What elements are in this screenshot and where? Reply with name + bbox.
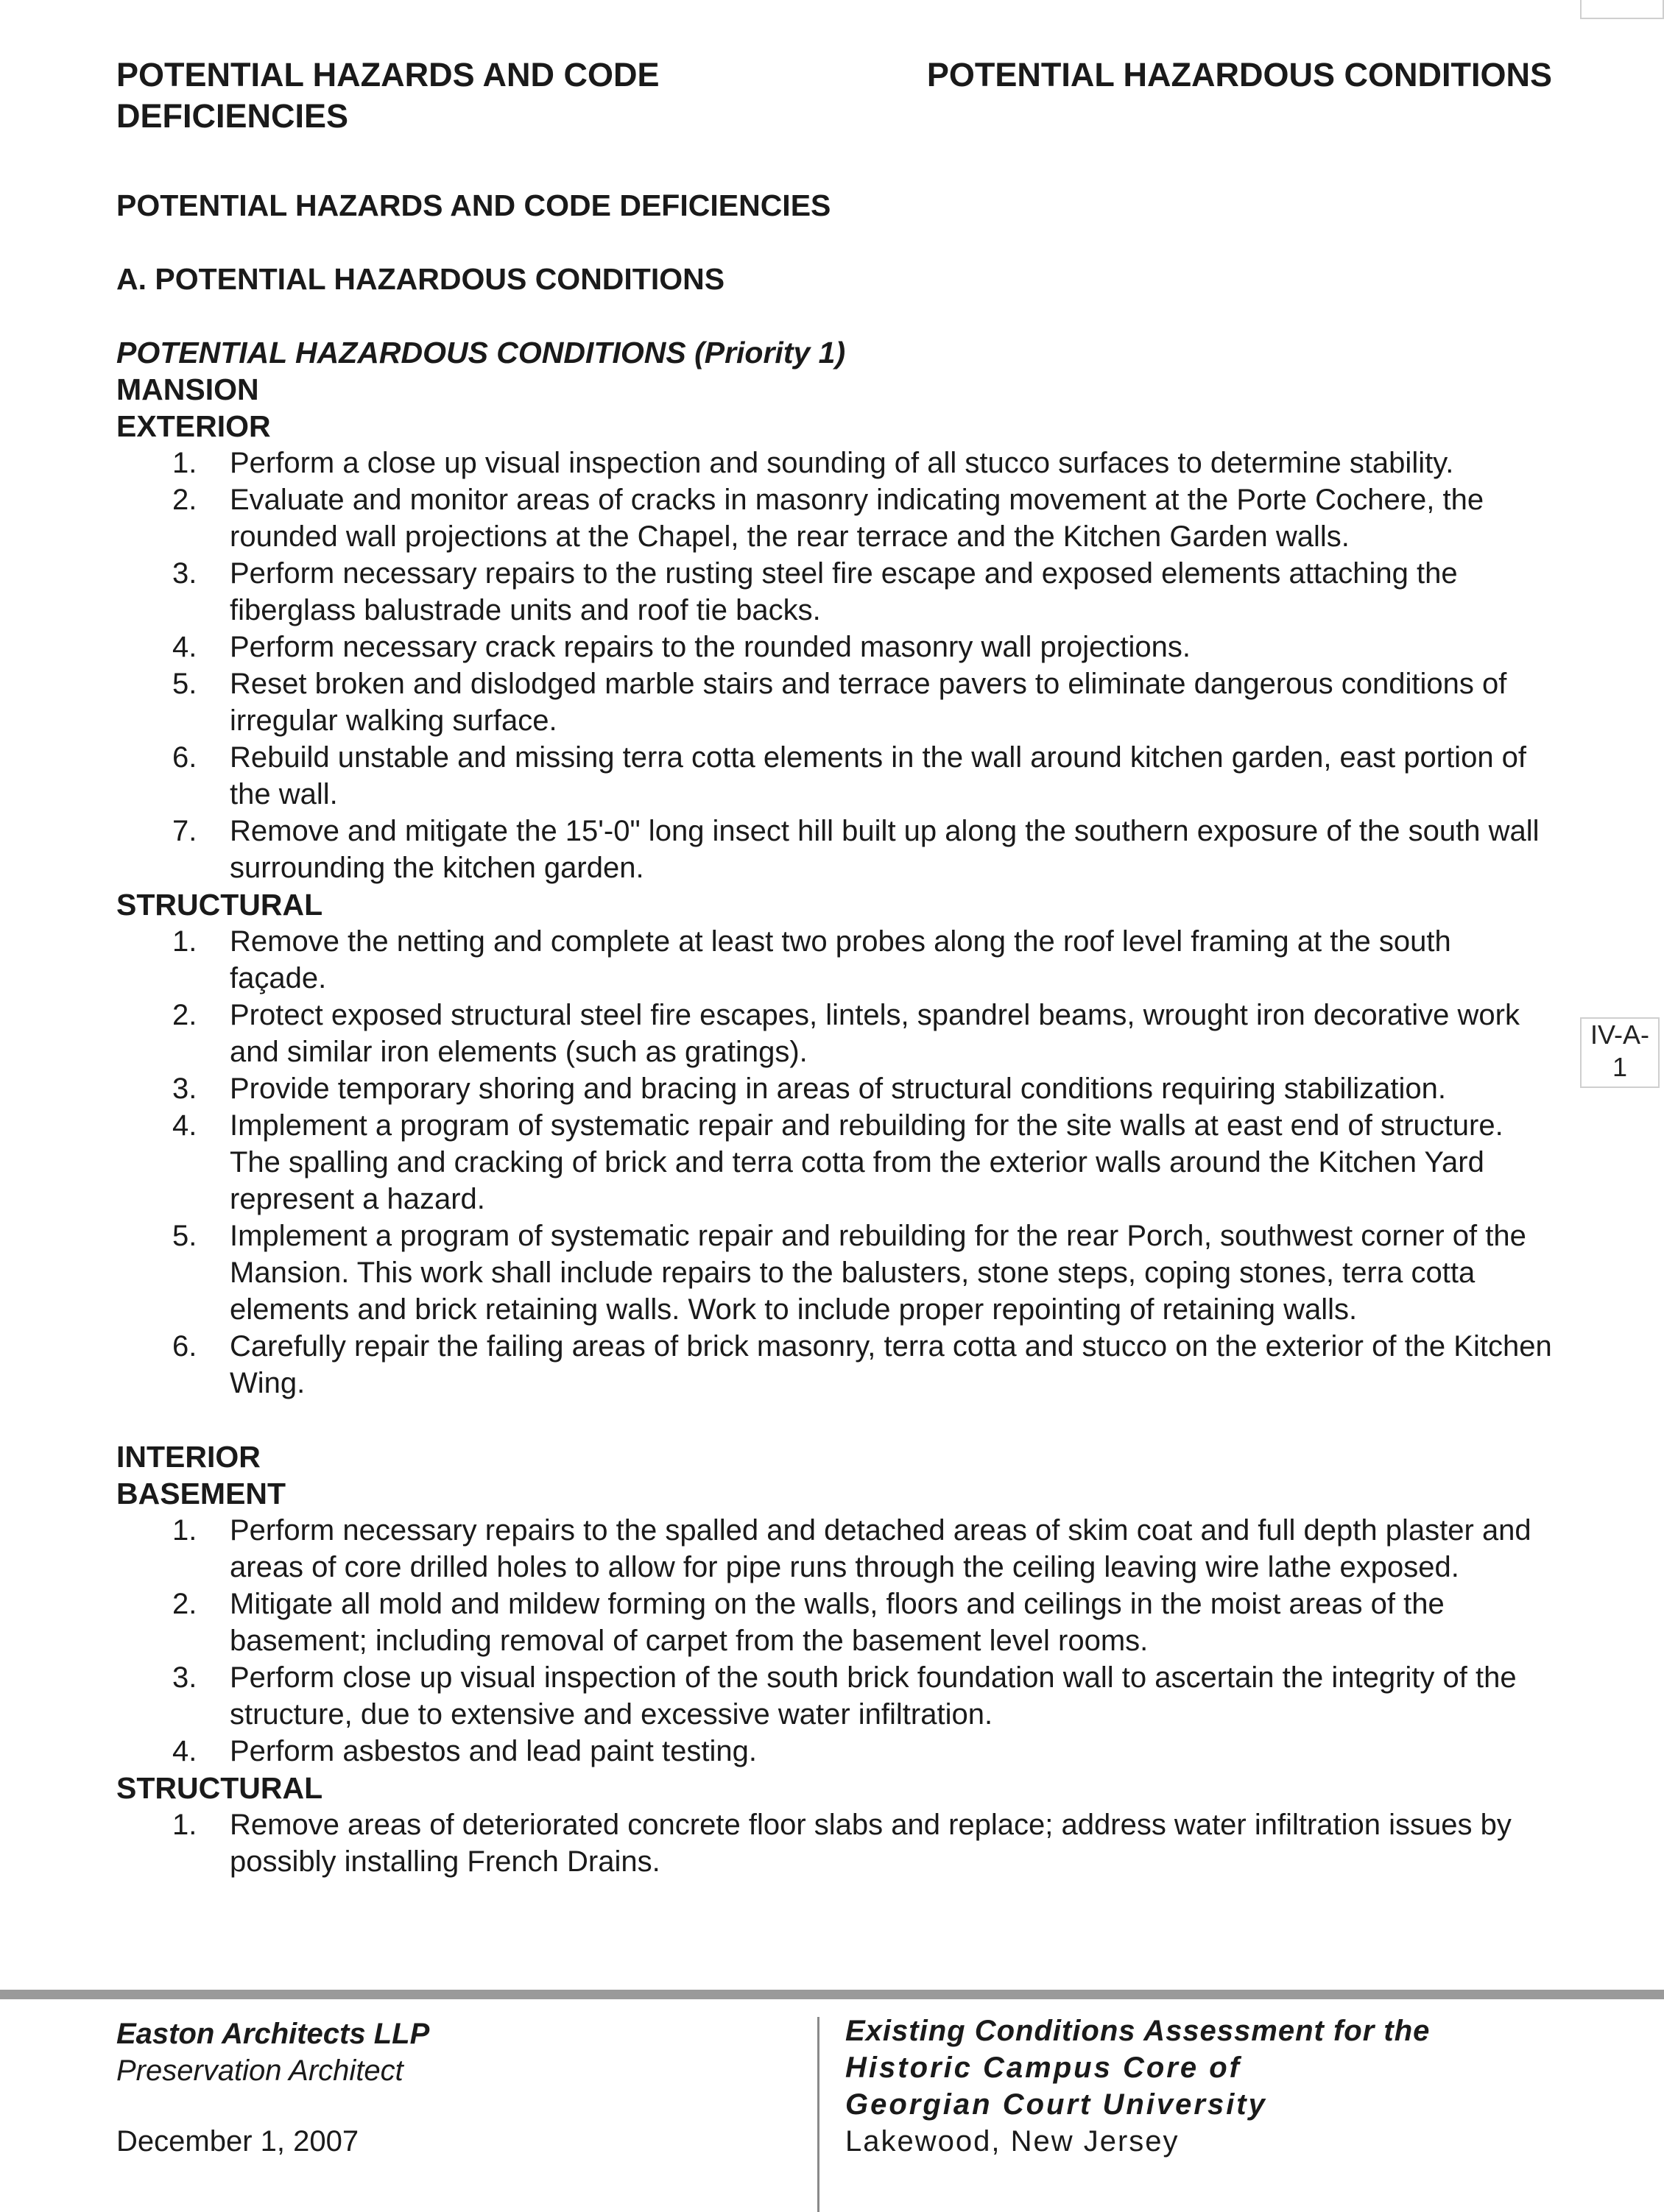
basement-heading: BASEMENT (116, 1477, 286, 1510)
document-body (116, 187, 1552, 1880)
corner-tab (1580, 0, 1664, 19)
header-right-title: POTENTIAL HAZARDOUS CONDITIONS (926, 56, 1552, 93)
page-number-line1: IV-A- (1590, 1020, 1649, 1050)
footer-date: December 1, 2007 (116, 2125, 359, 2158)
page-number-tab (1580, 1017, 1660, 1088)
list-item: 7. Remove and mitigate the 15'-0" long insect hill built up along the southern exposure of the south wall surrounding the kitchen garden. (172, 815, 1540, 884)
footer-location: Lakewood, New Jersey (845, 2125, 1180, 2158)
list-item: 3. Perform necessary repairs to the rusting steel fire escape and exposed elements attaching the fiberglass balustrade units and roof tie backs. (172, 557, 1458, 626)
priority-heading: POTENTIAL HAZARDOUS CONDITIONS (Priority 1) (116, 336, 846, 370)
list-item: 2. Mitigate all mold and mildew forming on the walls, floors and ceilings in the moist areas of the basement; including removal of carpet from the basement level rooms. (172, 1588, 1445, 1657)
exterior-structural-heading: STRUCTURAL (116, 888, 323, 922)
footer-divider (817, 2017, 819, 2212)
list-item: 1. Perform necessary repairs to the spalled and detached areas of skim coat and full depth plaster and areas of core drilled holes to allow for pipe runs through the ceiling leaving wire lathe exposed. (172, 1514, 1531, 1583)
list-item: 5. Reset broken and dislodged marble stairs and terrace pavers to eliminate dangerous conditions of irregular walking surface. (172, 668, 1507, 737)
basement-list (116, 1512, 1552, 1770)
interior-structural-heading: STRUCTURAL (116, 1771, 323, 1805)
list-item: 6. Carefully repair the failing areas of brick masonry, terra cotta and stucco on the exterior of the Kitchen Wing. (172, 1330, 1552, 1399)
list-item: 1. Perform a close up visual inspection and sounding of all stucco surfaces to determine stability. (172, 447, 1454, 479)
section-a-heading: A. POTENTIAL HAZARDOUS CONDITIONS (116, 262, 725, 296)
list-item: 1. Remove the netting and complete at least two probes along the roof level framing at the south façade. (172, 925, 1451, 994)
footer-role: Preservation Architect (116, 2054, 403, 2087)
list-item: 4. Implement a program of systematic repair and rebuilding for the site walls at east end of structure. The spalling and cracking of brick and terra cotta from the exterior walls around the Kitchen Yard represent a hazard. (172, 1109, 1503, 1215)
exterior-heading: EXTERIOR (116, 409, 271, 443)
list-item: 2. Protect exposed structural steel fire escapes, lintels, spandrel beams, wrought iron decorative work and similar iron elements (such as gratings). (172, 999, 1520, 1068)
footer-rule (0, 1990, 1664, 1999)
main-heading: POTENTIAL HAZARDS AND CODE DEFICIENCIES (116, 188, 831, 222)
exterior-list (116, 445, 1552, 886)
list-item: 6. Rebuild unstable and missing terra cotta elements in the wall around kitchen garden, east portion of the wall. (172, 741, 1527, 810)
list-item: 4. Perform asbestos and lead paint testing. (172, 1735, 757, 1767)
exterior-structural-list (116, 923, 1552, 1402)
footer-title-line3: Georgian Court University (845, 2088, 1267, 2121)
list-item: 3. Provide temporary shoring and bracing in areas of structural conditions requiring stabilization. (172, 1073, 1446, 1105)
list-item: 5. Implement a program of systematic repair and rebuilding for the rear Porch, southwest corner of the Mansion. This work shall include repairs to the balusters, stone steps, coping stones, terra cotta elements and brick retaining walls. Work to include proper repointing of retaining walls. (172, 1220, 1526, 1326)
list-item: 3. Perform close up visual inspection of the south brick foundation wall to ascertain the integrity of the structure, due to extensive and excessive water infiltration. (172, 1661, 1517, 1731)
page-number-line2: 1 (1612, 1052, 1628, 1082)
list-item: 4. Perform necessary crack repairs to the rounded masonry wall projections. (172, 631, 1191, 663)
list-item: 1. Remove areas of deteriorated concrete floor slabs and replace; address water infiltration issues by possibly installing French Drains. (172, 1809, 1512, 1878)
header-left-title: POTENTIAL HAZARDS AND CODE DEFICIENCIES (116, 56, 660, 135)
mansion-heading: MANSION (116, 372, 259, 406)
footer-firm: Easton Architects LLP (116, 2018, 430, 2050)
interior-structural-list (116, 1806, 1552, 1880)
footer-title-line2: Historic Campus Core of (845, 2052, 1241, 2084)
footer-title-line1: Existing Conditions Assessment for the (845, 2015, 1431, 2047)
list-item: 2. Evaluate and monitor areas of cracks in masonry indicating movement at the Porte Cochere, the rounded wall projections at the Chapel, the rear terrace and the Kitchen Garden walls. (172, 484, 1484, 553)
interior-heading: INTERIOR (116, 1440, 261, 1474)
